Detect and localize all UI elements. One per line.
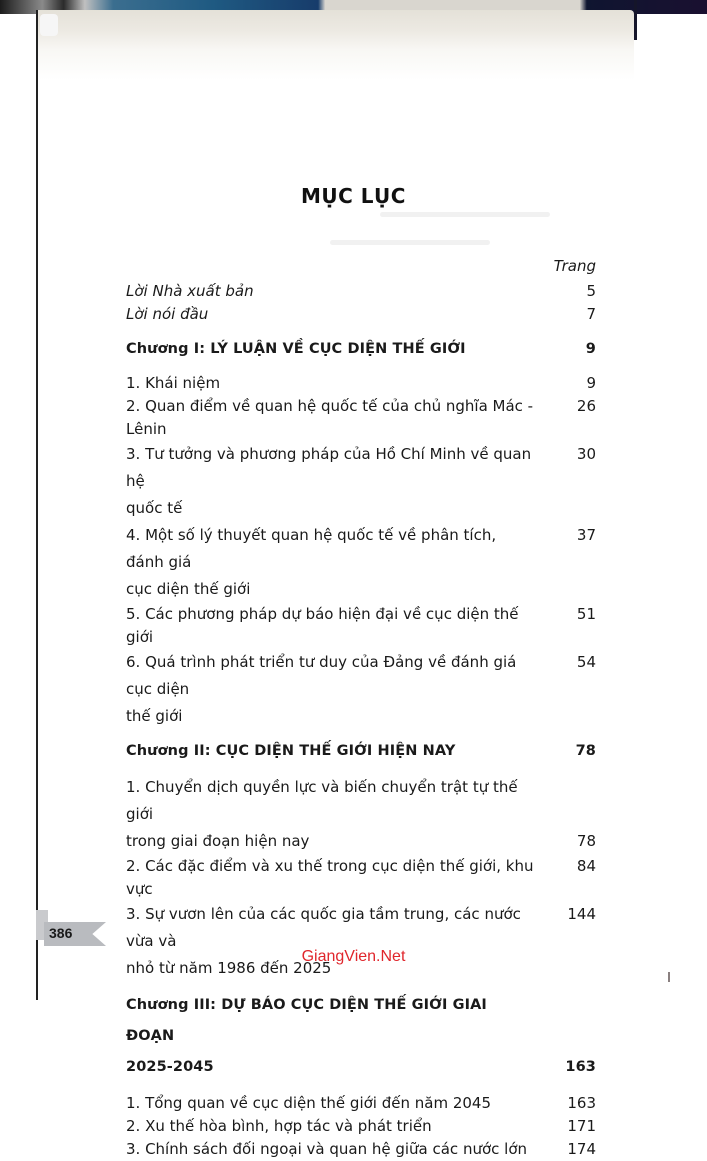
toc-entry[interactable] [126,774,596,855]
toc-entry-text: 2. Quan điểm về quan hệ quốc tế của chủ nghĩa Mác - Lênin [126,397,534,438]
page-title: MỤC LỤC [301,184,406,208]
page-column-label: Trang [553,257,596,275]
toc-entry[interactable] [126,280,596,303]
toc-entry-text [126,522,560,603]
watermark: GiangVien.Net [301,948,406,965]
toc-entry[interactable] [126,649,596,730]
tape-mark [40,14,58,36]
toc-entry-text: Lời Nhà xuất bản [126,282,254,300]
toc-entry-page: 5 [586,282,596,300]
bleed-through-line [330,240,490,245]
toc-entry-line1: 6. Quá trình phát triển tư duy của Đảng về đánh giá cục diện [126,653,517,698]
toc-entry-line2: trong giai đoạn hiện nay [126,832,310,850]
toc-entry-page: 144 [567,905,596,923]
toc-entry-line2: cục diện thế giới [126,580,251,598]
toc-entry-line2: thế giới [126,707,183,725]
toc-entry-text: 2. Xu thế hòa bình, hợp tác và phát triển [126,1117,432,1135]
toc-entry-line1: 1. Chuyển dịch quyền lực và biến chuyển trật tự thế giới [126,778,518,823]
toc-entry-text [126,774,560,855]
page-edge-right [634,0,637,40]
toc-entry[interactable] [126,441,596,522]
toc-entry[interactable] [126,522,596,603]
toc-entry-text [126,901,560,982]
toc-entry-text: 1. Khái niệm [126,374,221,392]
chapter-page: 78 [575,743,596,759]
bleed-through-line [380,212,550,217]
toc-entry-line1: 3. Tư tưởng và phương pháp của Hồ Chí Minh về quan hệ [126,445,532,490]
toc-entry-page: 37 [576,526,596,544]
toc-entry-page: 26 [576,397,596,415]
toc-entry[interactable] [126,1138,596,1161]
chapter-title: Chương II: CỤC DIỆN THẾ GIỚI HIỆN NAY [126,743,456,759]
toc-entry-page: 30 [576,445,596,463]
toc-entry[interactable] [126,303,596,326]
page-number-tab [34,908,104,948]
chapter-title: Chương I: LÝ LUẬN VỀ CỤC DIỆN THẾ GIỚI [126,341,466,357]
toc-entry-text: 3. Chính sách đối ngoại và quan hệ giữa các nước lớn [126,1140,528,1158]
toc-entry[interactable] [126,395,596,441]
toc-entry-page: 174 [567,1140,596,1158]
chapter-title [126,990,560,1083]
chapter-heading[interactable] [126,738,596,765]
toc-entry-page: 54 [576,653,596,671]
toc-entry-text [126,441,560,522]
toc-entry[interactable] [126,901,596,982]
toc-entry-text: 2. Các đặc điểm và xu thế trong cục diện thế giới, khu vực [126,857,534,898]
toc-entry[interactable] [126,1115,596,1138]
toc-entry-line1: 4. Một số lý thuyết quan hệ quốc tế về phân tích, đánh giá [126,526,497,571]
toc-entry-text: 5. Các phương pháp dự báo hiện đại về cục diện thế giới [126,605,519,646]
chapter-title-line1: Chương III: DỰ BÁO CỤC DIỆN THẾ GIỚI GIAI ĐOẠN [126,997,487,1044]
toc-entry-line1: 3. Sự vươn lên của các quốc gia tầm trung, các nước vừa và [126,905,521,950]
toc-entry-page: 7 [586,305,596,323]
chapter-page: 163 [565,1059,596,1075]
toc-entry[interactable] [126,603,596,649]
table-of-contents [126,255,596,1161]
page-number: 386 [49,925,73,941]
toc-entry-page: 171 [567,1117,596,1135]
chapter-heading[interactable] [126,336,596,363]
toc-entry-page: 51 [576,605,596,623]
toc-entry-text: Lời nói đầu [126,305,209,323]
toc-entry-page: 163 [567,1094,596,1112]
toc-entry[interactable] [126,372,596,395]
toc-entry-line2: nhỏ từ năm 1986 đến 2025 [126,959,332,977]
toc-entry[interactable] [126,855,596,901]
chapter-heading[interactable] [126,990,596,1083]
toc-entry-line2: quốc tế [126,499,183,517]
chapter-title-line2: 2025-2045 [126,1059,214,1075]
toc-entry[interactable] [126,1092,596,1115]
toc-entry-text: 1. Tổng quan về cục diện thế giới đến năm 2045 [126,1094,492,1112]
toc-entry-page: 9 [586,374,596,392]
chapter-page: 9 [585,341,596,357]
toc-entry-text [126,649,560,730]
scan-speck [668,972,670,982]
toc-entry-page: 84 [576,857,596,875]
toc-entry-page: 78 [576,832,596,850]
